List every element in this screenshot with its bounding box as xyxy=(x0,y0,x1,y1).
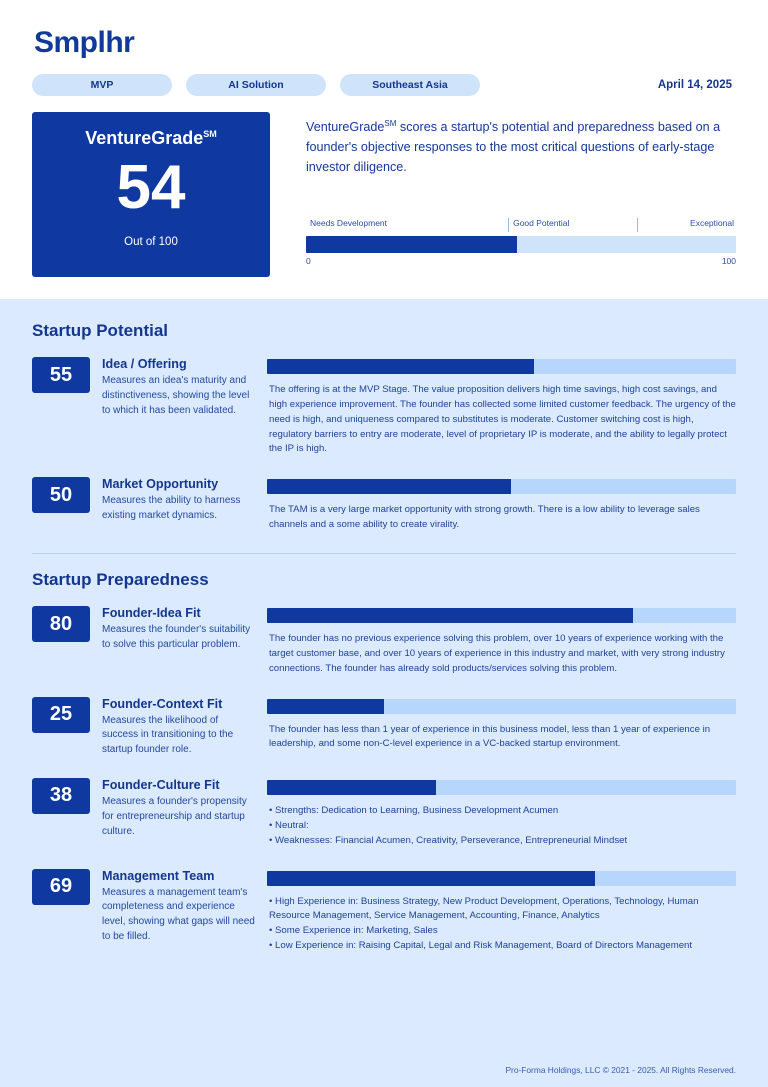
metric-row xyxy=(32,869,736,954)
section-title: Startup Potential xyxy=(32,321,169,340)
metric-label-block xyxy=(102,697,267,758)
metric-name: Founder-Context Fit xyxy=(102,696,223,711)
metric-bullet: • Low Experience in: Raising Capital, Legal and Risk Management, Board of Directors Management xyxy=(269,940,693,952)
metric-label-block xyxy=(102,869,267,954)
venturegrade-value: 54 xyxy=(116,153,186,222)
metric-bullet: • Neutral: xyxy=(269,819,309,831)
venturegrade-sm-mark: SM xyxy=(203,129,217,139)
tag-region: Southeast Asia xyxy=(340,74,480,96)
metric-score-bar-fill xyxy=(267,871,595,886)
score-description-lead: VentureGrade xyxy=(306,120,385,135)
metric-detail-block xyxy=(267,606,736,677)
metric-text: The founder has no previous experience solving this problem, over 10 years of experience working with the target customer base, and over 10 years of experience in this industry and market, with very strong industry connections. The founder has already sold products/services solving this problem. xyxy=(269,633,725,674)
venturegrade-outof: Out of 100 xyxy=(124,236,178,249)
scale-min: 0 xyxy=(306,255,311,266)
venturegrade-label xyxy=(42,128,260,149)
company-name: Smplhr xyxy=(34,26,135,59)
score-description xyxy=(306,118,736,178)
score-description-rest: scores a startup's potential and preparedness based on a founder's objective responses to the most critical questions of early-stage investor diligence. xyxy=(306,120,721,174)
legend-good-potential: Good Potential xyxy=(508,218,637,232)
metric-description: Measures the likelihood of success in transitioning to the startup founder role. xyxy=(102,714,234,756)
overall-score-bar-fill xyxy=(306,236,517,253)
overall-score-bar xyxy=(306,236,736,253)
metric-text xyxy=(269,804,736,849)
metric-row xyxy=(32,477,736,533)
metric-description: Measures the founder's suitability to solve this particular problem. xyxy=(102,624,251,650)
tag-category: AI Solution xyxy=(186,74,326,96)
metric-name: Management Team xyxy=(102,868,215,883)
metric-score-bar xyxy=(267,359,736,374)
metric-score-bar-fill xyxy=(267,479,511,494)
metric-score-badge: 25 xyxy=(32,697,90,733)
metric-score-bar xyxy=(267,479,736,494)
metric-score-bar-fill xyxy=(267,608,633,623)
metric-detail-block xyxy=(267,697,736,758)
metric-detail-block xyxy=(267,778,736,849)
venturegrade-label-text: VentureGrade xyxy=(85,128,204,148)
metric-sections xyxy=(0,299,768,1059)
metric-description: Measures a management team's completeness and experience level, showing what gaps will need to be filled. xyxy=(102,886,255,942)
score-description-sm-mark: SM xyxy=(384,119,397,128)
section-divider xyxy=(32,553,736,554)
metric-description: Measures the ability to harness existing market dynamics. xyxy=(102,495,241,522)
metric-text xyxy=(269,895,736,954)
metric-score-bar-fill xyxy=(267,699,384,714)
metric-score-badge: 38 xyxy=(32,778,90,814)
metric-detail-block xyxy=(267,869,736,954)
metric-score-badge: 55 xyxy=(32,357,90,393)
metric-text: The offering is at the MVP Stage. The value proposition delivers high time savings, high cost savings, and high experience improvement. The founder has collected some limited customer feedback. The urgency of the need is high, and uniqueness compared to substitutes is moderate. Customer switching cost is high, regulatory barriers to entry are moderate, level of proprietary IP is moderate, and the ability to legally protect the IP is high. xyxy=(269,384,736,455)
metric-name: Founder-Culture Fit xyxy=(102,777,220,792)
metric-bullet: • Weaknesses: Financial Acumen, Creativity, Perseverance, Entrepreneurial Mindset xyxy=(269,834,628,846)
metric-score-badge: 50 xyxy=(32,477,90,513)
tag-row xyxy=(32,74,736,96)
metric-label-block xyxy=(102,357,267,457)
metric-score-bar xyxy=(267,608,736,623)
metric-name: Market Opportunity xyxy=(102,477,219,492)
metric-score-badge: 80 xyxy=(32,606,90,642)
metric-score-bar xyxy=(267,780,736,795)
score-scale xyxy=(306,256,736,266)
scale-max: 100 xyxy=(721,255,736,266)
report-date: April 14, 2025 xyxy=(657,79,732,91)
metric-score-bar xyxy=(267,699,736,714)
metric-score-badge: 69 xyxy=(32,869,90,905)
metric-row xyxy=(32,778,736,849)
footer-copyright: Pro-Forma Holdings, LLC © 2021 - 2025. All Rights Reserved. xyxy=(0,1059,768,1087)
legend-exceptional: Exceptional xyxy=(637,218,736,232)
metric-label-block xyxy=(102,477,267,533)
metric-score-bar-fill xyxy=(267,780,436,795)
legend-needs-development: Needs Development xyxy=(310,217,388,228)
metric-name: Idea / Offering xyxy=(102,357,187,371)
metric-name: Founder-Idea Fit xyxy=(102,606,201,621)
metric-detail-block xyxy=(267,477,736,533)
score-legend xyxy=(306,218,736,232)
score-explainer xyxy=(270,112,736,277)
metric-row xyxy=(32,606,736,677)
metric-label-block xyxy=(102,778,267,849)
report-header xyxy=(0,0,768,96)
metric-row xyxy=(32,697,736,758)
metric-description: Measures a founder's propensity for entrepreneurship and startup culture. xyxy=(102,795,247,837)
section-title: Startup Preparedness xyxy=(32,570,209,590)
metric-description: Measures an idea's maturity and distinctiveness, showing the level to which it has been validated. xyxy=(102,375,250,416)
metric-label-block xyxy=(102,606,267,677)
metric-score-bar xyxy=(267,871,736,886)
metric-text: The founder has less than 1 year of experience in this business model, less than 1 year of experience in leadership, and some non-C-level experience in a VC-backed startup environment. xyxy=(269,723,711,750)
metric-bullet: • High Experience in: Business Strategy, New Product Development, Operations, Technology, Human Resource Management, Service Management, Accounting, Finance, Analytics xyxy=(269,895,699,922)
metric-detail-block xyxy=(267,357,736,457)
metric-text: The TAM is a very large market opportunity with strong growth. There is a low ability to leverage sales channels and a some ability to create virality. xyxy=(269,504,700,531)
metric-bullet: • Some Experience in: Marketing, Sales xyxy=(269,925,438,937)
score-section xyxy=(0,112,768,277)
metric-bullet: • Strengths: Dedication to Learning, Business Development Acumen xyxy=(269,804,559,816)
metric-score-bar-fill xyxy=(267,359,534,374)
venturegrade-card xyxy=(32,112,270,277)
tag-stage: MVP xyxy=(32,74,172,96)
metric-row xyxy=(32,357,736,457)
